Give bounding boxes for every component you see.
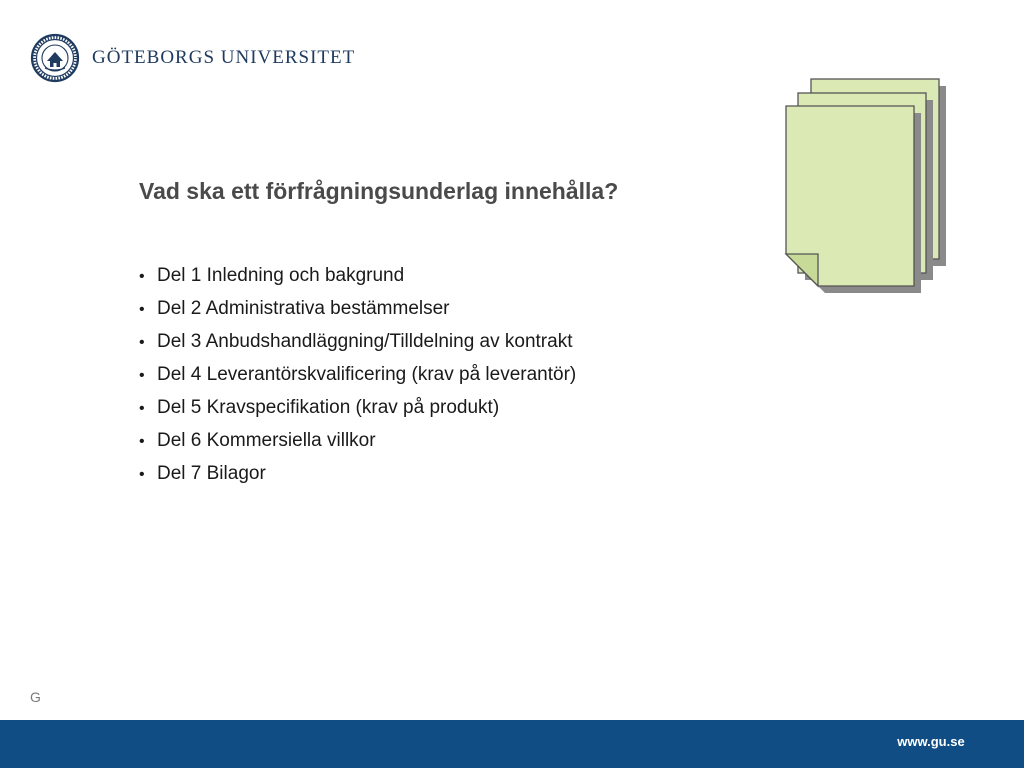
header xyxy=(30,33,355,83)
list-item xyxy=(139,361,576,394)
list-item xyxy=(139,460,576,493)
bullet-point: • xyxy=(139,334,145,351)
front-page xyxy=(786,106,921,293)
list-item-text: Del 1 Inledning och bakgrund xyxy=(157,265,405,286)
footer-bar xyxy=(0,720,1024,768)
list-item-text: Del 6 Kommersiella villkor xyxy=(157,430,376,451)
slide-title: Vad ska ett förfrågningsunderlag innehålla? xyxy=(139,178,619,204)
list-item xyxy=(139,394,576,427)
bullet-point: • xyxy=(139,466,145,483)
list-item-text: Del 4 Leverantörskvalificering (krav på leverantör) xyxy=(157,364,577,385)
university-name: GÖTEBORGS UNIVERSITET xyxy=(92,47,356,68)
list-item-text: Del 7 Bilagor xyxy=(157,463,266,484)
list-item xyxy=(139,262,576,295)
document-stack-icon xyxy=(780,72,960,302)
list-item xyxy=(139,295,576,328)
bullet-list xyxy=(139,262,576,493)
university-seal-icon xyxy=(30,33,80,83)
bullet-point: • xyxy=(139,400,145,417)
corner-text: G xyxy=(30,689,41,705)
list-item xyxy=(139,328,576,361)
list-item xyxy=(139,427,576,460)
bullet-point: • xyxy=(139,433,145,450)
bullet-point: • xyxy=(139,367,145,384)
bullet-point: • xyxy=(139,301,145,318)
list-item-text: Del 5 Kravspecifikation (krav på produkt) xyxy=(157,397,500,418)
list-item-text: Del 2 Administrativa bestämmelser xyxy=(157,298,450,319)
bullet-point: • xyxy=(139,268,145,285)
list-item-text: Del 3 Anbudshandläggning/Tilldelning av kontrakt xyxy=(157,331,573,352)
website-link[interactable]: www.gu.se xyxy=(897,734,965,749)
